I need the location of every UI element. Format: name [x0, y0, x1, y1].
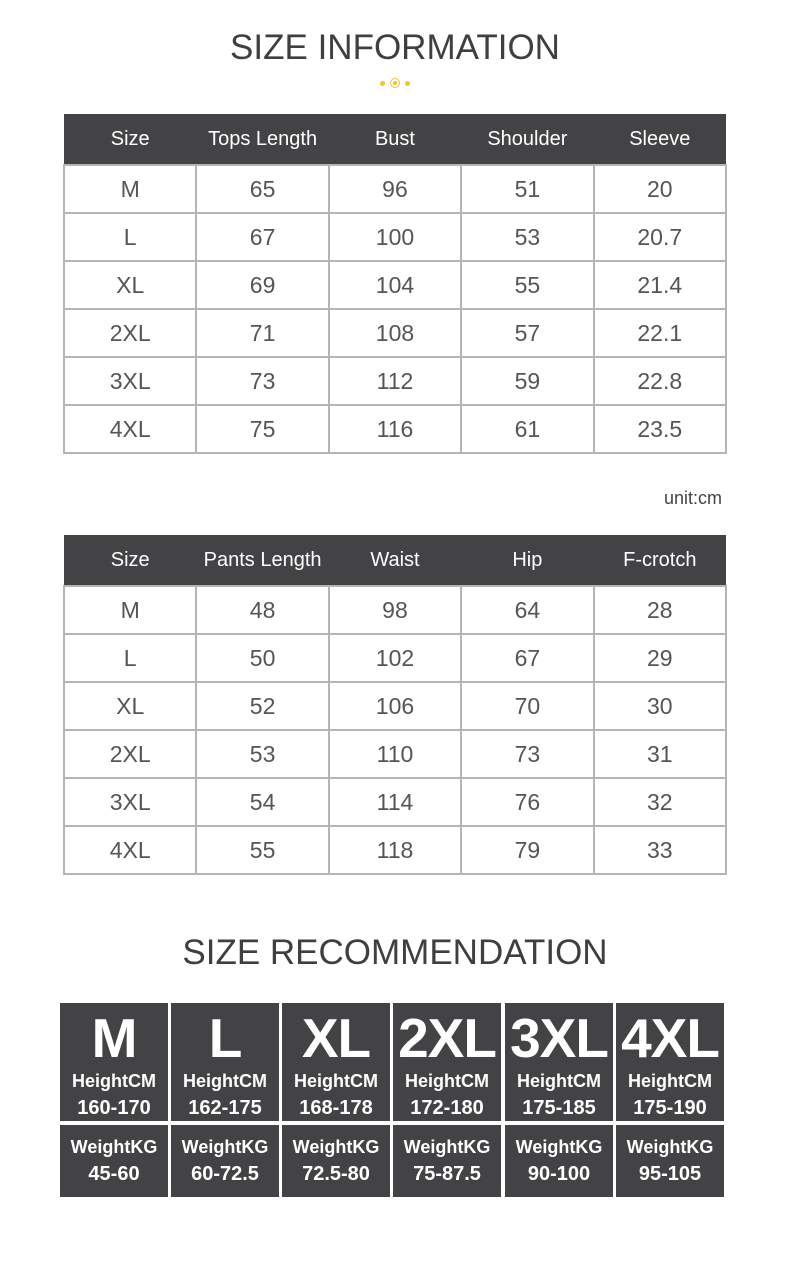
size-information-title: SIZE INFORMATION [230, 28, 560, 67]
measurement-cell: 28 [594, 586, 726, 634]
measurement-cell: 53 [461, 213, 593, 261]
measurement-cell: 22.1 [594, 309, 726, 357]
size-label: L [208, 1007, 242, 1069]
measurement-cell: 51 [461, 165, 593, 213]
measurement-cell: 75 [196, 405, 328, 453]
header-cell: Sleeve [594, 114, 726, 165]
header-cell: Tops Length [196, 114, 328, 165]
table-header-row [64, 114, 726, 165]
header-cell: Bust [329, 114, 461, 165]
measurement-cell: 106 [329, 682, 461, 730]
weight-range: 60-72.5 [191, 1163, 259, 1185]
header-cell: Pants Length [196, 535, 328, 586]
height-block [393, 1003, 501, 1121]
measurement-cell: 55 [196, 826, 328, 874]
header-cell: Waist [329, 535, 461, 586]
weight-block [505, 1125, 613, 1197]
weight-block [393, 1125, 501, 1197]
measurement-cell: 70 [461, 682, 593, 730]
measurement-cell: 79 [461, 826, 593, 874]
recommendation-card [171, 1003, 279, 1197]
size-cell: L [64, 634, 196, 682]
measurement-cell: 22.8 [594, 357, 726, 405]
measurement-cell: 102 [329, 634, 461, 682]
weight-block [60, 1125, 168, 1197]
measurement-cell: 52 [196, 682, 328, 730]
measurement-cell: 118 [329, 826, 461, 874]
height-label: HeightCM [405, 1071, 489, 1091]
measurement-cell: 21.4 [594, 261, 726, 309]
height-label: HeightCM [72, 1071, 156, 1091]
header-cell: Size [64, 114, 196, 165]
recommendation-card [393, 1003, 501, 1197]
measurement-cell: 20.7 [594, 213, 726, 261]
weight-range: 95-105 [638, 1163, 702, 1185]
measurement-cell: 112 [329, 357, 461, 405]
measurement-cell: 114 [329, 778, 461, 826]
measurement-cell: 29 [594, 634, 726, 682]
measurement-cell: 96 [329, 165, 461, 213]
height-range: 175-190 [633, 1097, 707, 1119]
measurement-cell: 33 [594, 826, 726, 874]
weight-range: 72.5-80 [302, 1163, 370, 1185]
recommendation-card [505, 1003, 613, 1197]
table-row [64, 213, 726, 261]
height-range: 168-178 [299, 1097, 373, 1119]
measurement-cell: 71 [196, 309, 328, 357]
weight-range: 90-100 [527, 1163, 591, 1185]
size-cell: 2XL [64, 730, 196, 778]
measurement-cell: 116 [329, 405, 461, 453]
measurement-cell: 108 [329, 309, 461, 357]
height-range: 160-170 [77, 1097, 151, 1119]
size-cell: 2XL [64, 309, 196, 357]
unit-label: unit:cm [663, 488, 722, 508]
measurement-cell: 50 [196, 634, 328, 682]
table-row [64, 405, 726, 453]
size-label: XL [301, 1007, 371, 1069]
weight-label: WeightKG [70, 1137, 158, 1157]
height-block [60, 1003, 168, 1121]
weight-label: WeightKG [515, 1137, 603, 1157]
weight-block [616, 1125, 724, 1197]
table-header-row [64, 535, 726, 586]
title-ornament-icon [0, 76, 790, 90]
height-label: HeightCM [183, 1071, 267, 1091]
measurement-cell: 110 [329, 730, 461, 778]
measurement-cell: 59 [461, 357, 593, 405]
table-row [64, 730, 726, 778]
weight-block [171, 1125, 279, 1197]
measurement-cell: 73 [196, 357, 328, 405]
height-range: 175-185 [522, 1097, 596, 1119]
measurement-cell: 55 [461, 261, 593, 309]
measurement-cell: 76 [461, 778, 593, 826]
table-row [64, 682, 726, 730]
height-label: HeightCM [294, 1071, 378, 1091]
size-label: M [91, 1007, 137, 1069]
table-row [64, 586, 726, 634]
weight-range: 75-87.5 [413, 1163, 481, 1185]
measurement-cell: 30 [594, 682, 726, 730]
measurement-cell: 57 [461, 309, 593, 357]
size-cell: 4XL [64, 826, 196, 874]
pants-size-table [63, 535, 727, 875]
header-cell: Shoulder [461, 114, 593, 165]
height-label: HeightCM [628, 1071, 712, 1091]
recommendation-card [60, 1003, 168, 1197]
measurement-cell: 65 [196, 165, 328, 213]
table-row [64, 165, 726, 213]
weight-label: WeightKG [626, 1137, 714, 1157]
header-cell: F-crotch [594, 535, 726, 586]
table-row [64, 634, 726, 682]
measurement-cell: 61 [461, 405, 593, 453]
measurement-cell: 48 [196, 586, 328, 634]
measurement-cell: 69 [196, 261, 328, 309]
size-recommendation-title: SIZE RECOMMENDATION [182, 933, 608, 972]
height-block [505, 1003, 613, 1121]
measurement-cell: 53 [196, 730, 328, 778]
measurement-cell: 100 [329, 213, 461, 261]
header-cell: Hip [461, 535, 593, 586]
measurement-cell: 64 [461, 586, 593, 634]
size-cell: 3XL [64, 357, 196, 405]
measurement-cell: 67 [196, 213, 328, 261]
measurement-cell: 73 [461, 730, 593, 778]
tops-size-table [63, 114, 727, 454]
height-block [616, 1003, 724, 1121]
weight-block [282, 1125, 390, 1197]
height-range: 162-175 [188, 1097, 262, 1119]
measurement-cell: 98 [329, 586, 461, 634]
weight-label: WeightKG [292, 1137, 380, 1157]
height-block [171, 1003, 279, 1121]
table-row [64, 778, 726, 826]
measurement-cell: 67 [461, 634, 593, 682]
recommendation-card [282, 1003, 390, 1197]
size-label: 4XL [621, 1007, 719, 1069]
height-label: HeightCM [517, 1071, 601, 1091]
measurement-cell: 23.5 [594, 405, 726, 453]
size-cell: M [64, 586, 196, 634]
size-label: 3XL [510, 1007, 608, 1069]
size-cell: L [64, 213, 196, 261]
size-recommendation-grid [60, 1003, 724, 1197]
size-cell: XL [64, 682, 196, 730]
size-cell: XL [64, 261, 196, 309]
measurement-cell: 31 [594, 730, 726, 778]
height-block [282, 1003, 390, 1121]
weight-label: WeightKG [403, 1137, 491, 1157]
measurement-cell: 54 [196, 778, 328, 826]
table-row [64, 309, 726, 357]
header-cell: Size [64, 535, 196, 586]
size-cell: 3XL [64, 778, 196, 826]
measurement-cell: 32 [594, 778, 726, 826]
weight-range: 45-60 [88, 1163, 140, 1185]
size-cell: 4XL [64, 405, 196, 453]
table-row [64, 826, 726, 874]
table-row [64, 261, 726, 309]
recommendation-card [616, 1003, 724, 1197]
measurement-cell: 104 [329, 261, 461, 309]
measurement-cell: 20 [594, 165, 726, 213]
weight-label: WeightKG [181, 1137, 269, 1157]
height-range: 172-180 [410, 1097, 484, 1119]
size-label: 2XL [398, 1007, 496, 1069]
table-row [64, 357, 726, 405]
size-cell: M [64, 165, 196, 213]
